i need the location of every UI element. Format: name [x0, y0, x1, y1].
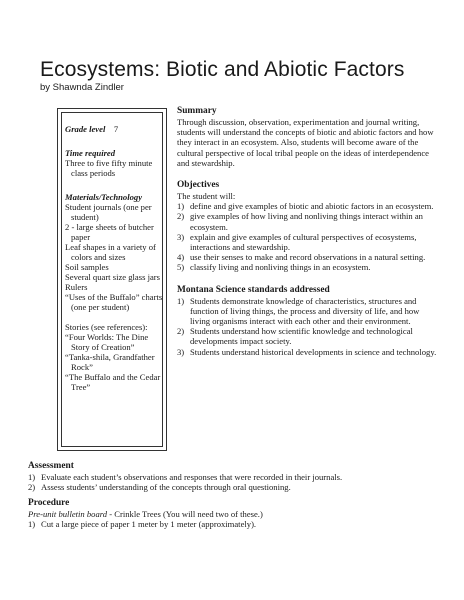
assessment-list [28, 472, 438, 493]
item-text: Assess students’ understanding of the concepts through oral questioning. [41, 482, 291, 493]
materials-line: Several quart size glass jars [65, 272, 160, 282]
assessment-heading: Assessment [28, 461, 74, 471]
materials-line: (one per student) [71, 302, 130, 312]
stories-line: Tree” [71, 382, 91, 392]
materials-line: Soil samples [65, 262, 109, 272]
list-item [177, 232, 439, 252]
grade-level-label: Grade level [65, 124, 106, 134]
list-item [177, 347, 439, 357]
item-number: 1) [177, 295, 185, 306]
stories-line: “Four Worlds: The Dine [65, 332, 149, 342]
list-item [28, 482, 438, 492]
time-line: class periods [71, 168, 116, 178]
item-number: 1) [28, 519, 36, 530]
summary-text: Through discussion, observation, experimentation and journal writing, students will understand the concepts of biotic and abiotic factors and how they interact in an ecosystem. Also, students will become aware of the cultural perspective of local tribal people on the ideas of interdependence and stewardship. [177, 117, 434, 168]
list-item [177, 262, 439, 272]
sidebar-inner-box [61, 112, 163, 447]
list-item [177, 252, 439, 262]
document-byline: by Shawnda Zindler [40, 82, 124, 93]
procedure-heading: Procedure [28, 498, 70, 508]
item-text: give examples of how living and nonliving things interact within an ecosystem. [190, 211, 423, 232]
item-text: Students understand historical developments in science and technology. [190, 346, 437, 357]
item-number: 4) [177, 252, 185, 263]
item-text: Cut a large piece of paper 1 meter by 1 meter (approximately). [41, 519, 257, 530]
item-text: define and give examples of biotic and abiotic factors in an ecosystem. [190, 201, 434, 212]
document-title: Ecosystems: Biotic and Abiotic Factors [40, 58, 405, 81]
item-number: 2) [177, 326, 185, 337]
stories-line: Stories (see references): [65, 322, 148, 332]
summary-heading: Summary [177, 106, 217, 116]
materials-line: Rulers [65, 282, 88, 292]
materials-line: Student journals (one per [65, 202, 152, 212]
objectives-heading: Objectives [177, 180, 220, 191]
objectives-intro: The student will: [177, 191, 236, 202]
materials-line: Leaf shapes in a variety of [65, 242, 156, 252]
time-line: Three to five fifty minute [65, 158, 153, 168]
main-column [177, 106, 439, 357]
grade-level-value: 7 [113, 124, 119, 134]
materials-list [65, 202, 162, 312]
materials-line: colors and sizes [71, 252, 126, 262]
assessment-section [28, 461, 438, 493]
materials-line: 2 - large sheets of butcher [65, 222, 154, 232]
materials-line: student) [71, 212, 99, 222]
procedure-list [28, 519, 438, 529]
standards-list [177, 296, 439, 357]
item-number: 3) [177, 231, 185, 242]
materials-line: paper [71, 232, 91, 242]
item-text: use their senses to make and record observations in a natural setting. [190, 252, 426, 263]
list-item [177, 296, 439, 327]
list-item [28, 472, 438, 482]
item-number: 3) [177, 346, 185, 357]
item-text: Students understand how scientific knowledge and technological developments impact society. [190, 326, 413, 347]
time-required-lines [65, 158, 162, 178]
item-text: Evaluate each student’s observations and responses that were recorded in their journals. [41, 472, 343, 482]
time-required-label: Time required [65, 148, 116, 158]
materials-line: “Uses of the Buffalo” charts [65, 292, 163, 302]
list-item [28, 519, 438, 529]
list-item [177, 211, 439, 231]
procedure-subheading [28, 509, 438, 519]
item-number: 5) [177, 262, 185, 273]
item-number: 2) [28, 482, 36, 493]
procedure-section [28, 498, 438, 530]
procedure-sub-rest: - Crinkle Trees (You will need two of these.) [107, 509, 263, 519]
standards-heading: Montana Science standards addressed [177, 284, 330, 295]
list-item [177, 326, 439, 346]
item-text: explain and give examples of cultural perspectives of ecosystems, interactions and stewardship. [190, 231, 417, 253]
stories-line: Story of Creation” [71, 342, 135, 352]
item-number: 1) [177, 201, 185, 212]
materials-label: Materials/Technology [65, 192, 143, 202]
stories-line: “The Buffalo and the Cedar [65, 372, 161, 382]
sidebar-box [57, 108, 167, 451]
list-item [177, 201, 439, 211]
stories-list [65, 322, 162, 392]
stories-line: “Tanka-shila, Grandfather [65, 352, 155, 362]
procedure-sub-italic: Pre-unit bulletin board [28, 509, 108, 519]
item-number: 1) [28, 472, 36, 482]
item-number: 2) [177, 211, 185, 222]
stories-line: Rock” [71, 362, 93, 372]
objectives-list [177, 201, 439, 272]
item-text: Students demonstrate knowledge of characteristics, structures and function of living things, the process and diversity of life, and how living organisms interact with each other and their environment. [190, 295, 420, 327]
item-text: classify living and nonliving things in an ecosystem. [190, 262, 371, 273]
grade-level-row [65, 124, 162, 134]
